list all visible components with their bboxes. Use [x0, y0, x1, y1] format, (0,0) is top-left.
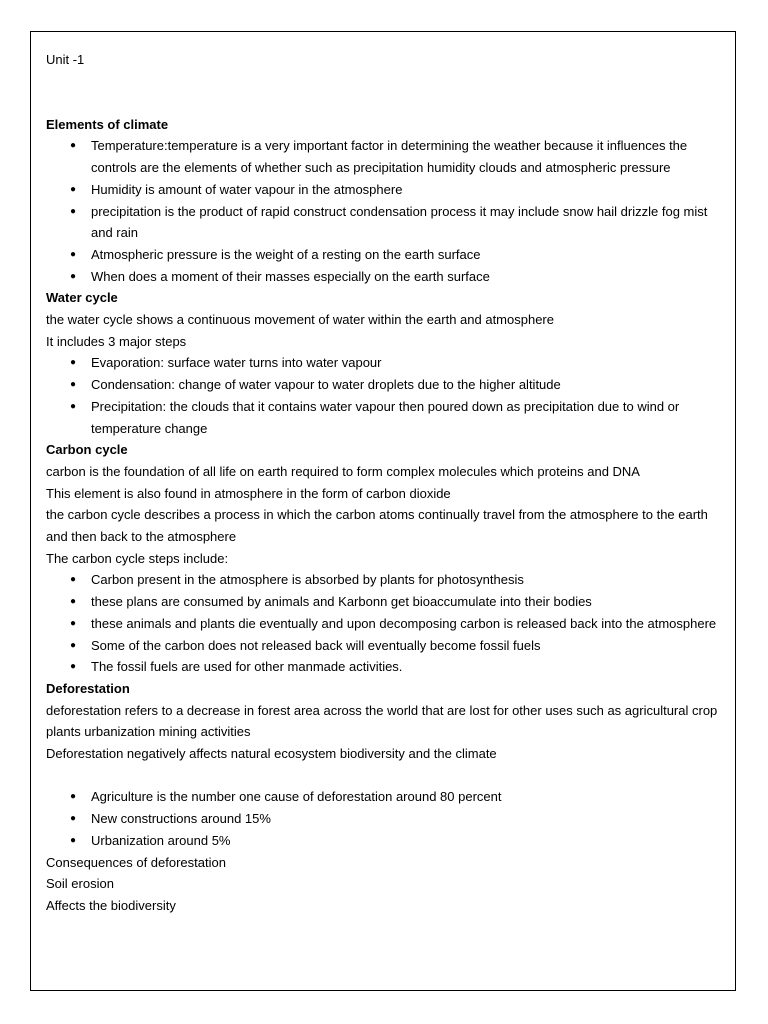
paragraph: Consequences of deforestation: [46, 854, 226, 870]
list-item-text: precipitation is the product of rapid construct condensation process it may include snow hail drizzle fog mist and rain: [91, 203, 708, 241]
water-cycle-bullet-list: [46, 352, 726, 439]
list-item-text: Some of the carbon does not released back will eventually become fossil fuels: [91, 637, 541, 653]
list-item-text: Evaporation: surface water turns into water vapour: [91, 355, 382, 371]
carbon-cycle-bullet-list: [46, 569, 726, 678]
bullet-icon: ●: [70, 248, 77, 260]
paragraph: deforestation refers to a decrease in forest area across the world that are lost for other uses such as agricultural crop plants urbanization mining activities: [46, 702, 718, 740]
list-item-text: these plans are consumed by animals and Karbonn get bioaccumulate into their bodies: [91, 594, 592, 610]
bullet-icon: ●: [70, 379, 77, 391]
spacer: [46, 71, 726, 114]
list-item-text: The fossil fuels are used for other manmade activities.: [91, 659, 403, 675]
list-item: [46, 396, 726, 439]
paragraph: The carbon cycle steps include:: [46, 550, 229, 566]
list-item: [46, 135, 726, 178]
paragraph: This element is also found in atmosphere in the form of carbon dioxide: [46, 485, 451, 501]
list-item-text: Precipitation: the clouds that it contains water vapour then poured down as precipitation due to wind or temperature change: [91, 398, 680, 436]
bullet-icon: ●: [70, 617, 77, 629]
list-item: [46, 244, 726, 266]
list-item-text: Temperature:temperature is a very important factor in determining the weather because it influences the controls are the elements of whether such as precipitation humidity clouds and atmospheric pressure: [91, 138, 688, 176]
bullet-icon: ●: [70, 140, 77, 152]
unit-title: Unit -1: [46, 52, 85, 67]
paragraph: It includes 3 major steps: [46, 333, 187, 349]
bullet-icon: ●: [70, 270, 77, 282]
list-item: [46, 266, 726, 288]
climate-bullet-list: [46, 135, 726, 287]
deforestation-bullet-list: [46, 786, 726, 851]
document-content: [46, 49, 726, 917]
paragraph: the carbon cycle describes a process in which the carbon atoms continually travel from the atmosphere to the earth and then back to the atmosphere: [46, 507, 708, 545]
list-item-text: Carbon present in the atmosphere is absorbed by plants for photosynthesis: [91, 572, 524, 588]
list-item: [46, 374, 726, 396]
paragraph: Affects the biodiversity: [46, 898, 176, 913]
list-item: [46, 656, 726, 678]
list-item-text: When does a moment of their masses especially on the earth surface: [91, 268, 490, 284]
document-page: [30, 31, 736, 991]
list-item-text: these animals and plants die eventually and upon decomposing carbon is released back into the atmosphere: [91, 615, 717, 631]
list-item: [46, 352, 726, 374]
list-item: [46, 591, 726, 613]
bullet-icon: ●: [70, 834, 77, 846]
bullet-icon: ●: [70, 813, 77, 825]
paragraph: the water cycle shows a continuous movement of water within the earth and atmosphere: [46, 312, 554, 328]
bullet-icon: ●: [70, 183, 77, 195]
bullet-icon: ●: [70, 357, 77, 369]
paragraph: Deforestation negatively affects natural ecosystem biodiversity and the climate: [46, 746, 497, 762]
list-item: [46, 613, 726, 635]
bullet-icon: ●: [70, 596, 77, 608]
list-item-text: New constructions around 15%: [91, 811, 271, 827]
list-item-text: Agriculture is the number one cause of deforestation around 80 percent: [91, 789, 502, 805]
bullet-icon: ●: [70, 400, 77, 412]
bullet-icon: ●: [70, 574, 77, 586]
bullet-icon: ●: [70, 205, 77, 217]
bullet-icon: ●: [70, 791, 77, 803]
list-item-text: Urbanization around 5%: [91, 832, 231, 848]
list-item: [46, 179, 726, 201]
list-item: [46, 808, 726, 830]
section-heading-deforestation: Deforestation: [46, 680, 130, 696]
list-item: [46, 830, 726, 852]
section-heading-water-cycle: Water cycle: [46, 290, 118, 306]
list-item: [46, 201, 726, 244]
list-item: [46, 786, 726, 808]
bullet-icon: ●: [70, 639, 77, 651]
list-item-text: Condensation: change of water vapour to water droplets due to the higher altitude: [91, 377, 561, 393]
section-heading-climate: Elements of climate: [46, 116, 169, 132]
list-item-text: Humidity is amount of water vapour in the atmosphere: [91, 181, 403, 197]
list-item: [46, 635, 726, 657]
section-heading-carbon-cycle: Carbon cycle: [46, 442, 128, 458]
spacer: [46, 765, 726, 787]
list-item: [46, 569, 726, 591]
paragraph: Soil erosion: [46, 876, 114, 892]
list-item-text: Atmospheric pressure is the weight of a resting on the earth surface: [91, 246, 481, 262]
bullet-icon: ●: [70, 661, 77, 673]
paragraph: carbon is the foundation of all life on earth required to form complex molecules which proteins and DNA: [46, 463, 640, 479]
